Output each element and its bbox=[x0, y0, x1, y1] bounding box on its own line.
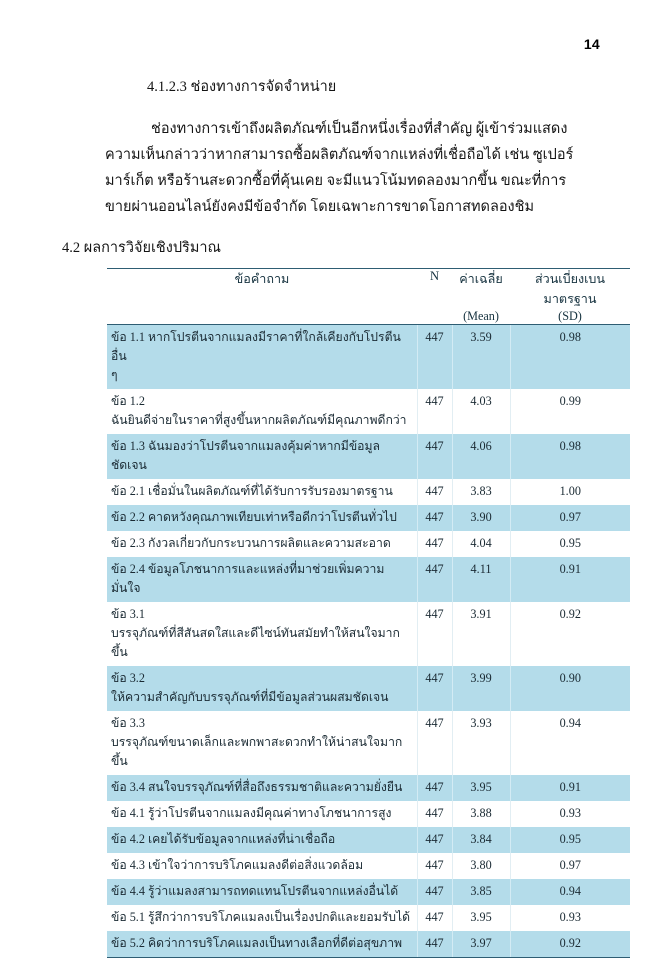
cell-n: 447 bbox=[417, 801, 452, 827]
cell-mean: 4.03 bbox=[452, 389, 510, 434]
question-text-line2: ๆ bbox=[111, 368, 118, 382]
cell-question-item bbox=[107, 905, 417, 931]
cell-n: 447 bbox=[417, 531, 452, 557]
cell-sd: 0.98 bbox=[510, 325, 630, 390]
cell-mean: 3.95 bbox=[452, 775, 510, 801]
cell-sd: 0.95 bbox=[510, 827, 630, 853]
table-row bbox=[107, 853, 630, 879]
cell-mean: 3.88 bbox=[452, 801, 510, 827]
cell-question-item bbox=[107, 557, 417, 602]
table-row bbox=[107, 666, 630, 711]
question-text-line2: ฉันยินดีจ่ายในราคาที่สูงขึ้นหากผลิตภัณฑ์มีคุณภาพดีกว่า bbox=[111, 413, 407, 427]
cell-question-item bbox=[107, 389, 417, 434]
table-row bbox=[107, 505, 630, 531]
table-row bbox=[107, 801, 630, 827]
question-text-line1: ข้อ 4.2 เคยได้รับข้อมูลจากแหล่งที่น่าเชื่อถือ bbox=[111, 832, 336, 846]
table-row bbox=[107, 479, 630, 505]
table-header bbox=[107, 269, 630, 325]
cell-mean: 3.97 bbox=[452, 931, 510, 958]
cell-question-item bbox=[107, 434, 417, 479]
cell-n: 447 bbox=[417, 505, 452, 531]
cell-sd: 0.94 bbox=[510, 879, 630, 905]
column-header-n: N bbox=[417, 269, 452, 310]
subsection-heading-4-1-2-3: 4.1.2.3 ช่องทางการจัดจำหน่าย bbox=[147, 79, 337, 95]
cell-question-item bbox=[107, 775, 417, 801]
table-row bbox=[107, 905, 630, 931]
column-header-mean-sub: (Mean) bbox=[463, 309, 499, 323]
cell-sd: 0.93 bbox=[510, 905, 630, 931]
question-text-line1: ข้อ 3.2 bbox=[111, 671, 145, 685]
cell-mean: 4.06 bbox=[452, 434, 510, 479]
question-text-line1: ข้อ 5.2 คิดว่าการบริโภคแมลงเป็นทางเลือกที่ดีต่อสุขภาพ bbox=[111, 936, 403, 950]
question-text-line1: ข้อ 1.3 ฉันมองว่าโปรตีนจากแมลงคุ้มค่าหากมีข้อมูลชัดเจน bbox=[111, 439, 380, 472]
table-row bbox=[107, 879, 630, 905]
cell-n: 447 bbox=[417, 602, 452, 666]
table-row bbox=[107, 827, 630, 853]
cell-n: 447 bbox=[417, 775, 452, 801]
table-row bbox=[107, 389, 630, 434]
results-table-container bbox=[107, 268, 630, 958]
cell-sd: 0.91 bbox=[510, 775, 630, 801]
cell-question-item bbox=[107, 602, 417, 666]
cell-mean: 3.80 bbox=[452, 853, 510, 879]
cell-sd: 0.98 bbox=[510, 434, 630, 479]
cell-question-item bbox=[107, 531, 417, 557]
table-row bbox=[107, 775, 630, 801]
document-body bbox=[0, 78, 672, 258]
cell-n: 447 bbox=[417, 711, 452, 775]
cell-sd: 0.95 bbox=[510, 531, 630, 557]
cell-n: 447 bbox=[417, 879, 452, 905]
table-row bbox=[107, 602, 630, 666]
column-header-sd-sub: (SD) bbox=[558, 309, 582, 323]
cell-mean: 3.90 bbox=[452, 505, 510, 531]
cell-n: 447 bbox=[417, 853, 452, 879]
cell-sd: 0.91 bbox=[510, 557, 630, 602]
body-paragraph: ช่องทางการเข้าถึงผลิตภัณฑ์เป็นอีกหนึ่งเรื่องที่สำคัญ ผู้เข้าร่วมแสดงความเห็นกล่าวว่าหากสามารถซื้อผลิตภัณฑ์จากแหล่งที่เชื่อถือได้ เช่น ซูเปอร์มาร์เก็ต หรือร้านสะดวกซื้อที่คุ้นเคย จะมีแนวโน้มทดลองมากขึ้น ขณะที่การขายผ่านออนไลน์ยังคงมีข้อจำกัด โดยเฉพาะการขาดโอกาสทดลองชิม bbox=[105, 120, 574, 215]
question-text-line1: ข้อ 1.2 bbox=[111, 394, 145, 408]
cell-mean: 3.83 bbox=[452, 479, 510, 505]
table-row bbox=[107, 931, 630, 958]
column-header-item-sub bbox=[107, 309, 417, 324]
cell-n: 447 bbox=[417, 557, 452, 602]
column-header-n-sub bbox=[417, 309, 452, 324]
cell-sd: 0.97 bbox=[510, 505, 630, 531]
cell-n: 447 bbox=[417, 931, 452, 958]
question-text-line2: บรรจุภัณฑ์ที่สีสันสดใสและดีไซน์ทันสมัยทำให้สนใจมากขึ้น bbox=[111, 626, 400, 659]
cell-question-item bbox=[107, 711, 417, 775]
cell-mean: 3.95 bbox=[452, 905, 510, 931]
cell-n: 447 bbox=[417, 325, 452, 390]
cell-question-item bbox=[107, 827, 417, 853]
cell-n: 447 bbox=[417, 479, 452, 505]
cell-sd: 0.97 bbox=[510, 853, 630, 879]
cell-question-item bbox=[107, 853, 417, 879]
question-text-line2: ให้ความสำคัญกับบรรจุภัณฑ์ที่มีข้อมูลส่วนผสมชัดเจน bbox=[111, 690, 389, 704]
table-row bbox=[107, 325, 630, 390]
table-row bbox=[107, 434, 630, 479]
question-text-line1: ข้อ 4.1 รู้ว่าโปรตีนจากแมลงมีคุณค่าทางโภชนาการสูง bbox=[111, 806, 392, 820]
cell-question-item bbox=[107, 505, 417, 531]
cell-sd: 0.92 bbox=[510, 931, 630, 958]
descriptive-statistics-table bbox=[107, 268, 630, 958]
question-text-line1: ข้อ 4.3 เข้าใจว่าการบริโภคแมลงดีต่อสิ่งแวดล้อม bbox=[111, 858, 364, 872]
section-heading-4-2: 4.2 ผลการวิจัยเชิงปริมาณ bbox=[62, 239, 221, 256]
cell-sd: 0.93 bbox=[510, 801, 630, 827]
cell-question-item bbox=[107, 325, 417, 390]
cell-n: 447 bbox=[417, 389, 452, 434]
cell-question-item bbox=[107, 666, 417, 711]
cell-sd: 0.94 bbox=[510, 711, 630, 775]
question-text-line1: ข้อ 3.1 bbox=[111, 607, 145, 621]
question-text-line2: บรรจุภัณฑ์ขนาดเล็กและพกพาสะดวกทำให้น่าสนใจมากขึ้น bbox=[111, 735, 403, 768]
page-number: 14 bbox=[583, 36, 600, 52]
cell-mean: 3.91 bbox=[452, 602, 510, 666]
cell-mean: 4.11 bbox=[452, 557, 510, 602]
cell-mean: 4.04 bbox=[452, 531, 510, 557]
column-header-item: ข้อคำถาม bbox=[107, 269, 417, 310]
question-text-line1: ข้อ 1.1 หากโปรตีนจากแมลงมีราคาที่ใกล้เคียงกับโปรตีนอื่น bbox=[111, 330, 401, 363]
cell-mean: 3.93 bbox=[452, 711, 510, 775]
cell-mean: 3.99 bbox=[452, 666, 510, 711]
cell-mean: 3.84 bbox=[452, 827, 510, 853]
question-text-line1: ข้อ 4.4 รู้ว่าแมลงสามารถทดแทนโปรตีนจากแหล่งอื่นได้ bbox=[111, 884, 399, 898]
cell-question-item bbox=[107, 931, 417, 958]
cell-sd: 1.00 bbox=[510, 479, 630, 505]
table-body bbox=[107, 325, 630, 958]
cell-sd: 0.92 bbox=[510, 602, 630, 666]
cell-sd: 0.90 bbox=[510, 666, 630, 711]
column-header-sd: ส่วนเบี่ยงเบนมาตรฐาน bbox=[510, 269, 630, 310]
cell-sd: 0.99 bbox=[510, 389, 630, 434]
question-text-line1: ข้อ 2.3 กังวลเกี่ยวกับกระบวนการผลิตและความสะอาด bbox=[111, 536, 391, 550]
cell-n: 447 bbox=[417, 434, 452, 479]
column-header-mean: ค่าเฉลี่ย bbox=[452, 269, 510, 310]
cell-mean: 3.59 bbox=[452, 325, 510, 390]
table-row bbox=[107, 711, 630, 775]
question-text-line1: ข้อ 2.1 เชื่อมั่นในผลิตภัณฑ์ที่ได้รับการรับรองมาตรฐาน bbox=[111, 484, 393, 498]
question-text-line1: ข้อ 2.4 ข้อมูลโภชนาการและแหล่งที่มาช่วยเพิ่มความมั่นใจ bbox=[111, 562, 385, 595]
table-header-row-secondary bbox=[107, 309, 630, 324]
cell-n: 447 bbox=[417, 827, 452, 853]
table-row bbox=[107, 531, 630, 557]
question-text-line1: ข้อ 3.3 bbox=[111, 716, 145, 730]
question-text-line1: ข้อ 3.4 สนใจบรรจุภัณฑ์ที่สื่อถึงธรรมชาติและความยั่งยืน bbox=[111, 780, 403, 794]
table-header-row-primary bbox=[107, 269, 630, 310]
question-text-line1: ข้อ 2.2 คาดหวังคุณภาพเทียบเท่าหรือดีกว่าโปรตีนทั่วไป bbox=[111, 510, 397, 524]
question-text-line1: ข้อ 5.1 รู้สึกว่าการบริโภคแมลงเป็นเรื่องปกติและยอมรับได้ bbox=[111, 910, 411, 924]
cell-n: 447 bbox=[417, 905, 452, 931]
table-row bbox=[107, 557, 630, 602]
cell-n: 447 bbox=[417, 666, 452, 711]
cell-mean: 3.85 bbox=[452, 879, 510, 905]
cell-question-item bbox=[107, 801, 417, 827]
cell-question-item bbox=[107, 879, 417, 905]
cell-question-item bbox=[107, 479, 417, 505]
